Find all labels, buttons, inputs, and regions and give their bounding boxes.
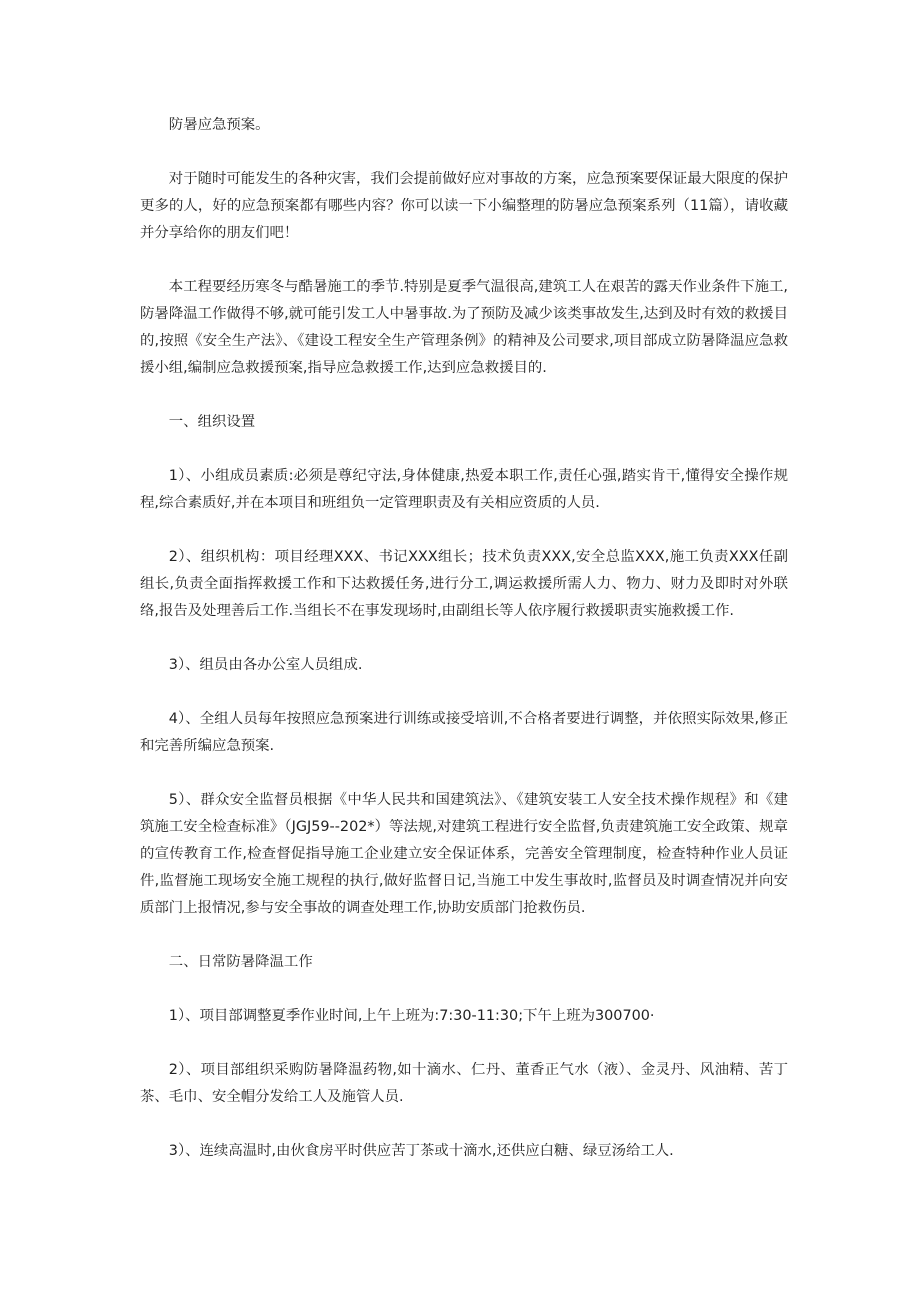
section-heading-daily-work: 二、日常防暑降温工作 [168,954,313,970]
org-item-5: 5）、群众安全监督员根据《中华人民共和国建筑法》、《建筑安装工人安全技术操作规程》和《建筑施工安全检查标准》（JGJ59--202*）等法规,对建筑工程进行安全监督,负责建筑施工安全政策、规章的宣传教育工作,检查督促指导施工企业建立安全保证体系，完善安全管理制度，检查特种作业人员证件,监督施工现场安全施工规程的执行,做好监督日记,当施工中发生事故时,监督员及时调查情况并向安质部门上报情况,参与安全事故的调查处理工作,协助安质部门抢救伤员. [140,792,788,916]
daily-item-1: 1）、项目部调整夏季作业时间,上午上班为:7:30-11:30;下午上班为300700· [168,1008,655,1024]
org-item-3: 3）、组员由各办公室人员组成. [168,657,363,673]
intro-paragraph: 对于随时可能发生的各种灾害，我们会提前做好应对事故的方案，应急预案要保证最大限度的保护更多的人，好的应急预案都有哪些内容？你可以读一下小编整理的防暑应急预案系列（11篇），请收藏并分享给你的朋友们吧！ [140,171,788,241]
document-title: 防暑应急预案。 [168,117,270,133]
org-item-2: 2）、组织机构：项目经理XXX、书记XXX组长；技术负责XXX,安全总监XXX,施工负责XXX任副组长,负责全面指挥救援工作和下达救援任务,进行分工,调运救援所需人力、物力、财力及即时对外联络,报告及处理善后工作.当组长不在事发现场时,由副组长等人依序履行救援职责实施救援工作. [140,549,788,619]
daily-item-3: 3）、连续高温时,由伙食房平时供应苦丁茶或十滴水,还供应白糖、绿豆汤给工人. [168,1143,674,1159]
daily-item-2: 2）、项目部组织采购防暑降温药物,如十滴水、仁丹、董香正气水（液）、金灵丹、风油精、苦丁茶、毛巾、安全帽分发给工人及施管人员. [140,1062,788,1105]
section-heading-organization: 一、组织设置 [168,414,256,430]
org-item-4: 4）、全组人员每年按照应急预案进行训练或接受培训,不合格者要进行调整，并依照实际效果,修正和完善所编应急预案. [140,711,788,754]
org-item-1: 1）、小组成员素质:必须是尊纪守法,身体健康,热爱本职工作,责任心强,踏实肯干,懂得安全操作规程,综合素质好,并在本项目和班组负一定管理职责及有关相应资质的人员. [140,468,788,511]
background-paragraph: 本工程要经历寒冬与酷暑施工的季节.特别是夏季气温很高,建筑工人在艰苦的露天作业条件下施工,防暑降温工作做得不够,就可能引发工人中暑事故.为了预防及减少该类事故发生,达到及时有效的救援目的,按照《安全生产法》、《建设工程安全生产管理条例》的精神及公司要求,项目部成立防暑降温应急救援小组,编制应急救援预案,指导应急救援工作,达到应急救援目的. [140,279,788,376]
document-body [140,112,788,1165]
